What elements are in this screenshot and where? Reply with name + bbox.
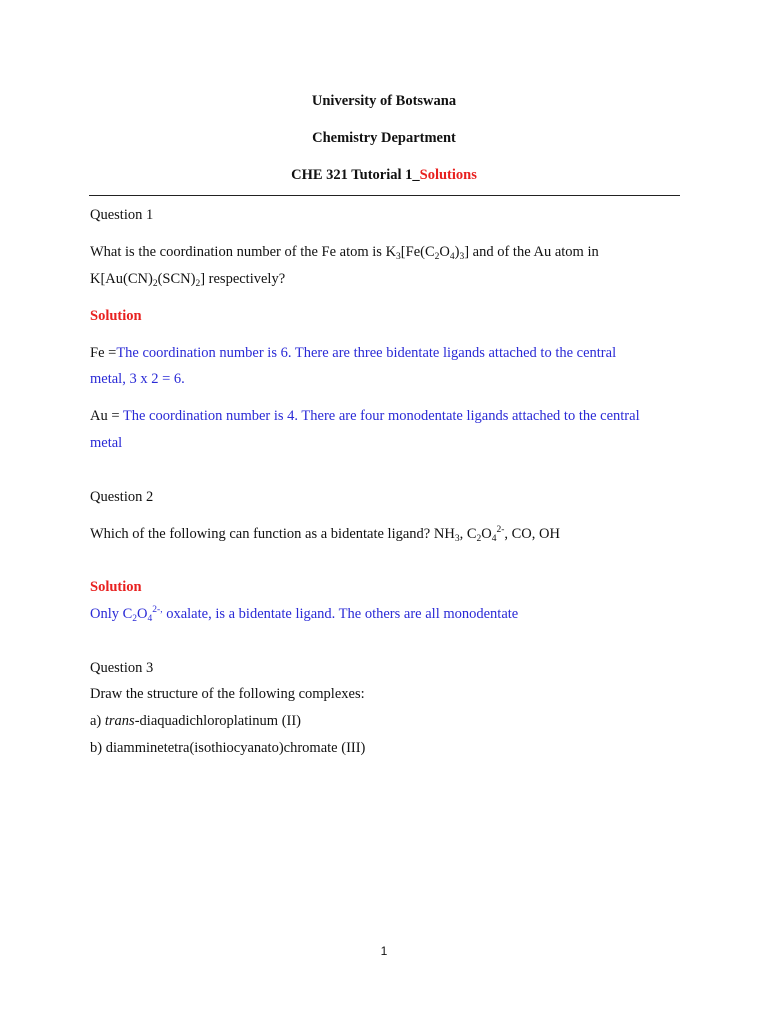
question-2-solution-label: Solution <box>90 579 142 595</box>
q1-line2-sub-b: 2 <box>195 279 201 289</box>
q2-answer-sub-b: 4 <box>147 614 153 624</box>
q1-line2-sub-a: 2 <box>152 279 158 289</box>
q2-sup-c: 2- <box>496 525 505 535</box>
tutorial-title-suffix: Solutions <box>419 167 477 183</box>
question-3-item-a <box>90 713 301 730</box>
question-1-title: Question 1 <box>90 207 154 223</box>
q1-sub-k: 3 <box>396 252 401 262</box>
q3-item-a-italic: trans <box>104 713 135 729</box>
fe-answer-line2: metal, 3 x 2 = 6. <box>90 371 185 387</box>
q2-text-c: O <box>481 526 492 542</box>
q1-sub-c: 2 <box>434 252 440 262</box>
q1-line2-c: ] respectively? <box>200 271 286 287</box>
header-divider <box>89 195 680 196</box>
q1-text-d: ) <box>454 244 460 260</box>
q2-text-b: , C <box>459 526 477 542</box>
q3-item-a-prefix: a) <box>90 713 105 729</box>
question-2-answer <box>90 606 518 623</box>
au-answer-line2: metal <box>90 435 123 451</box>
q2-answer-sub-a: 2 <box>132 614 138 624</box>
question-3-title: Question 3 <box>90 660 154 676</box>
fe-answer-text: The coordination number is 6. There are three bidentate ligands attached to the central <box>116 345 617 361</box>
q1-text-b: [Fe(C <box>400 244 435 260</box>
page-number: 1 <box>380 944 388 958</box>
q1-line2-a: K[Au(CN) <box>90 271 153 287</box>
q2-answer-sup-b: 2-, <box>152 605 163 615</box>
q1-text-a: What is the coordination number of the Fe atom is K <box>90 244 397 260</box>
tutorial-title-prefix: CHE 321 Tutorial 1_ <box>291 167 420 183</box>
q2-sub-a: 3 <box>454 534 460 544</box>
q1-sub-o: 4 <box>449 252 455 262</box>
department-title: Chemistry Department <box>312 130 456 146</box>
q1-text-c: O <box>439 244 450 260</box>
q2-answer-b: O <box>137 606 148 622</box>
question-1-text-line2 <box>90 271 285 288</box>
q2-answer-a: Only C <box>90 606 133 622</box>
question-3-item-b: b) diamminetetra(isothiocyanato)chromate (III) <box>90 740 366 756</box>
q2-sub-c: 4 <box>491 534 497 544</box>
q1-line2-b: (SCN) <box>157 271 196 287</box>
q2-text-d: , CO, OH <box>504 526 560 542</box>
tutorial-title <box>0 167 768 184</box>
question-1-solution-label: Solution <box>90 308 142 324</box>
fe-answer-line1 <box>90 345 616 362</box>
q2-sub-b: 2 <box>476 534 482 544</box>
au-answer-line1 <box>90 408 640 425</box>
q2-answer-c: oxalate, is a bidentate ligand. The others are all monodentate <box>162 606 519 622</box>
q2-text-a: Which of the following can function as a bidentate ligand? NH <box>90 526 455 542</box>
university-title: University of Botswana <box>311 93 457 109</box>
q1-text-e: ] and of the Au atom in <box>464 244 599 260</box>
fe-prefix: Fe = <box>90 345 117 361</box>
question-2-title: Question 2 <box>90 489 154 505</box>
question-1-text-line1 <box>90 244 599 261</box>
au-prefix: Au = <box>90 408 123 424</box>
question-2-text <box>90 526 560 543</box>
question-3-prompt: Draw the structure of the following complexes: <box>90 686 365 702</box>
q1-sub-d: 3 <box>459 252 465 262</box>
q3-item-a-rest: -diaquadichloroplatinum (II) <box>134 713 302 729</box>
au-answer-text: The coordination number is 4. There are four monodentate ligands attached to the central <box>122 408 640 424</box>
